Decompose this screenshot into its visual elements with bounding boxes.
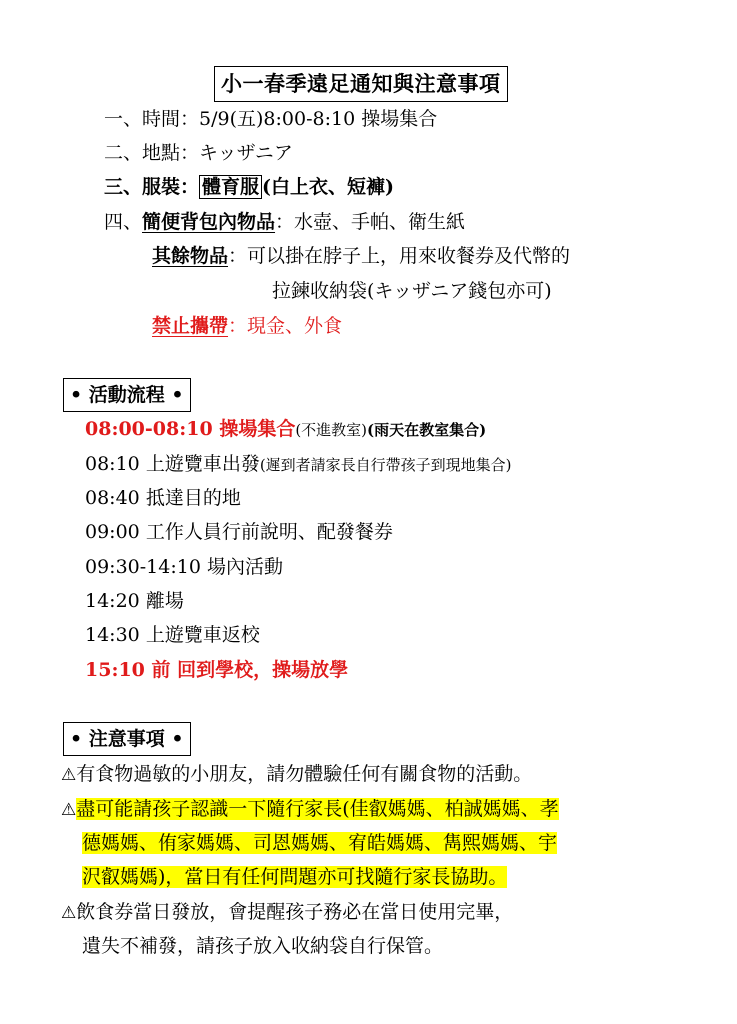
schedule-time: 14:20 (85, 590, 140, 612)
schedule-time: 09:00 (85, 521, 140, 543)
note-item (61, 895, 513, 929)
info-time (104, 103, 437, 135)
schedule-item (85, 619, 260, 651)
note-text-cont (82, 860, 507, 894)
note-text: 沢叡媽媽)，當日有任何問題亦可找隨行家長協助。 (82, 866, 508, 888)
schedule-item (85, 413, 486, 445)
info-place (104, 137, 293, 169)
schedule-main: 抵達目的地 (145, 487, 241, 509)
page-title: 小一春季遠足通知與注意事項 (214, 66, 508, 102)
dress-detail: (白上衣、短褲) (262, 176, 395, 198)
note-text: 德媽媽、侑家媽媽、司恩媽媽、宥皓媽媽、雋熙媽媽、宇 (82, 832, 558, 854)
items-prefix: 四、 (104, 211, 143, 233)
schedule-main: 場內活動 (206, 556, 283, 578)
place-value: キッザニア (199, 142, 293, 164)
items-label: 簡便背包內物品 (142, 211, 276, 233)
other-value-2: 拉鍊收納袋(キッザニア錢包亦可) (272, 280, 552, 302)
time-value: 5/9(五)8:00-8:10 操場集合 (199, 108, 438, 130)
note-text-cont (82, 826, 557, 860)
schedule-main: 回到學校，操場放學 (177, 659, 349, 681)
schedule-item (85, 516, 393, 548)
schedule-main: 離場 (145, 590, 184, 612)
info-other (152, 240, 570, 272)
note-text: 盡可能請孩子認識一下隨行家長(佳叡媽媽、柏誠媽媽、孝 (76, 798, 559, 820)
schedule-main: 上遊覽車返校 (145, 624, 260, 646)
warning-triangle-icon: ⚠ (61, 903, 77, 923)
warning-triangle-icon: ⚠ (61, 800, 77, 820)
schedule-main: 工作人員行前說明、配發餐券 (145, 521, 393, 543)
note-item (61, 757, 532, 791)
warning-triangle-icon: ⚠ (61, 765, 77, 785)
note-text: 有食物過敏的小朋友，請勿體驗任何有關食物的活動。 (76, 763, 533, 785)
note-text-cont (82, 929, 443, 963)
schedule-note: (遲到者請家長自行帶孩子到現地集合) (259, 456, 512, 474)
schedule-heading: • 活動流程 • (63, 378, 191, 412)
schedule-time: 08:10 (85, 453, 140, 475)
schedule-item (85, 482, 241, 514)
info-dress (104, 171, 394, 203)
schedule-time: 09:30-14:10 (85, 556, 201, 578)
schedule-main: 上遊覽車出發 (145, 453, 260, 475)
time-label: 一、時間： (104, 108, 200, 130)
dress-label: 三、服裝： (104, 176, 200, 198)
schedule-item (85, 448, 512, 480)
note-item (61, 792, 559, 826)
note-text: 遺失不補發，請孩子放入收納袋自行保管。 (82, 935, 444, 957)
schedule-time: 15:10 前 (85, 659, 171, 681)
forbid-label: 禁止攜帶 (152, 315, 229, 337)
note-text: 飲食券當日發放，會提醒孩子務必在當日使用完畢， (76, 901, 514, 923)
schedule-time: 14:30 (85, 624, 140, 646)
schedule-item (85, 654, 348, 686)
schedule-item (85, 551, 283, 583)
schedule-main: 操場集合 (219, 418, 296, 440)
dress-value: 體育服 (199, 175, 262, 199)
notes-heading: • 注意事項 • (63, 722, 191, 756)
schedule-time: 08:40 (85, 487, 140, 509)
other-value-1: ：可以掛在脖子上，用來收餐券及代幣的 (228, 245, 571, 267)
other-label: 其餘物品 (152, 245, 229, 267)
info-forbid (152, 310, 342, 342)
place-label: 二、地點： (104, 142, 200, 164)
schedule-time: 08:00-08:10 (85, 418, 213, 440)
schedule-note: (不進教室) (295, 421, 368, 439)
info-items (104, 206, 465, 238)
schedule-note-rain: (雨天在教室集合) (367, 421, 487, 439)
forbid-value: ：現金、外食 (228, 315, 343, 337)
schedule-item (85, 585, 184, 617)
items-value: ：水壺、手帕、衛生紙 (275, 211, 466, 233)
